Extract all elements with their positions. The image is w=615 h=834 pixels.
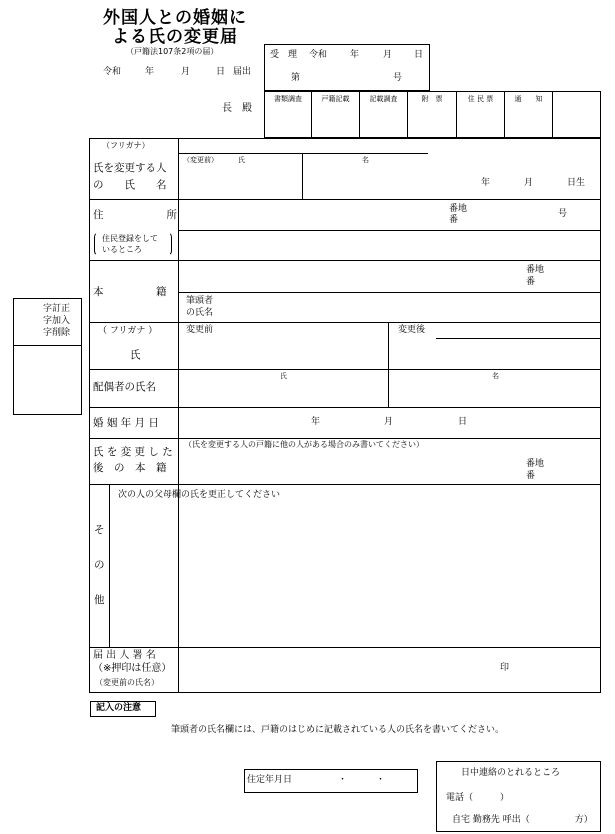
person-label-line2: の 氏 名	[93, 179, 167, 191]
check-document-review: 書類調査	[274, 95, 302, 103]
other-label-3: 他	[94, 594, 105, 606]
correction-line2: 字加入	[43, 316, 71, 326]
residence-date-label: 住定年月日	[247, 775, 293, 785]
main-form-frame	[89, 138, 601, 693]
spouse-given-label: 名	[492, 372, 499, 380]
office-number-suffix: 号	[393, 73, 403, 83]
filing-month-label: 月	[181, 67, 191, 77]
correction-line3: 字削除	[43, 328, 71, 338]
birth-day-label: 日生	[567, 178, 586, 188]
marriage-month-label: 月	[384, 417, 394, 427]
filing-day-label: 日	[216, 67, 226, 77]
check-fuhyo: 附 票	[421, 95, 443, 103]
residence-dot-2: ・	[376, 775, 386, 785]
contact-title: 日中連絡のとれるところ	[461, 768, 561, 778]
notes-heading: 記入の注意	[96, 703, 142, 713]
marriage-year-label: 年	[311, 417, 321, 427]
after-honseki-label-1: 氏 を 変 更 し た	[93, 446, 173, 458]
contact-phone: 電話（ ）	[446, 793, 510, 803]
form-title-line2: よる氏の変更届	[112, 27, 238, 47]
marriage-day-label: 日	[458, 417, 468, 427]
other-label-1: そ	[94, 524, 105, 536]
notes-text: 筆頭者の氏名欄には、戸籍のはじめに記載されている人の氏名を書いてください。	[171, 725, 505, 735]
birth-year-label: 年	[481, 178, 491, 188]
surname-label-2: 氏	[130, 349, 141, 361]
signer-label-1: 届 出 人 署 名	[93, 650, 156, 661]
furigana-label: （フリガナ）	[102, 141, 150, 150]
after-honseki-label-2: 後 の 本 籍	[93, 462, 167, 474]
household-head-label-2: の氏名	[186, 308, 214, 318]
spouse-label: 配偶者の氏名	[93, 381, 156, 393]
furigana-label-2: （ フリガナ ）	[98, 326, 158, 336]
filing-suffix: 届出	[233, 67, 252, 77]
office-year: 年	[350, 50, 360, 60]
office-month: 月	[383, 50, 393, 60]
surname-label: 氏	[238, 156, 245, 164]
honseki-label: 本 籍	[93, 286, 167, 298]
before-change-label: 変更前	[186, 325, 214, 335]
honseki-banchi-2: 番	[526, 277, 536, 287]
other-text: 次の人の父母欄の氏を更正してください	[118, 490, 281, 500]
birth-month-label: 月	[524, 178, 534, 188]
after-honseki-note: （氏を変更する人の戸籍に他の人がある場合のみ書いてください）	[184, 440, 424, 449]
signer-label-3: （変更前の氏名）	[95, 678, 159, 687]
honseki-banchi-1: 番地	[526, 265, 545, 275]
signer-label-2: （※押印は任意）	[93, 663, 172, 674]
form-title-line1: 外国人との婚姻に	[103, 8, 247, 28]
check-notice: 通 知	[514, 95, 543, 103]
office-era: 令和	[309, 50, 328, 60]
after-banchi-1: 番地	[526, 459, 545, 469]
address-banchi-1: 番地	[449, 204, 468, 214]
office-receipt-label: 受 理	[270, 50, 298, 60]
filing-era: 令和	[103, 67, 122, 77]
spouse-surname-label: 氏	[280, 372, 287, 380]
residence-dot-1: ・	[338, 775, 348, 785]
office-number-prefix: 第	[291, 73, 301, 83]
before-change-small: （変更前）	[183, 156, 218, 164]
correction-line1: 字訂正	[43, 304, 71, 314]
check-entry-review: 記載調査	[369, 95, 398, 103]
addressee-label: 長 殿	[222, 103, 252, 114]
address-go: 号	[558, 209, 568, 219]
person-label-line1: 氏を変更する人	[93, 162, 167, 174]
address-label: 住 所	[93, 209, 177, 221]
office-day: 日	[414, 50, 424, 60]
contact-options: 自宅 勤務先 呼出（ 方）	[452, 815, 593, 825]
filing-year-label: 年	[145, 67, 155, 77]
seal-mark: 印	[500, 663, 510, 673]
after-banchi-2: 番	[526, 471, 536, 481]
after-change-label: 変更後	[398, 325, 426, 335]
check-juminhyo: 住 民 票	[467, 95, 494, 103]
address-banchi-2: 番	[449, 215, 459, 225]
household-head-label-1: 筆頭者	[186, 296, 214, 306]
address-note-line1: 住民登録をして	[102, 234, 158, 243]
marriage-date-label: 婚 姻 年 月 日	[93, 417, 159, 429]
law-reference: （戸籍法107条2項の届）	[126, 47, 219, 56]
other-label-2: の	[94, 559, 105, 571]
check-koseki-entry: 戸籍記載	[321, 95, 350, 103]
given-name-label: 名	[362, 156, 369, 164]
address-note-line2: いるところ	[102, 245, 142, 254]
